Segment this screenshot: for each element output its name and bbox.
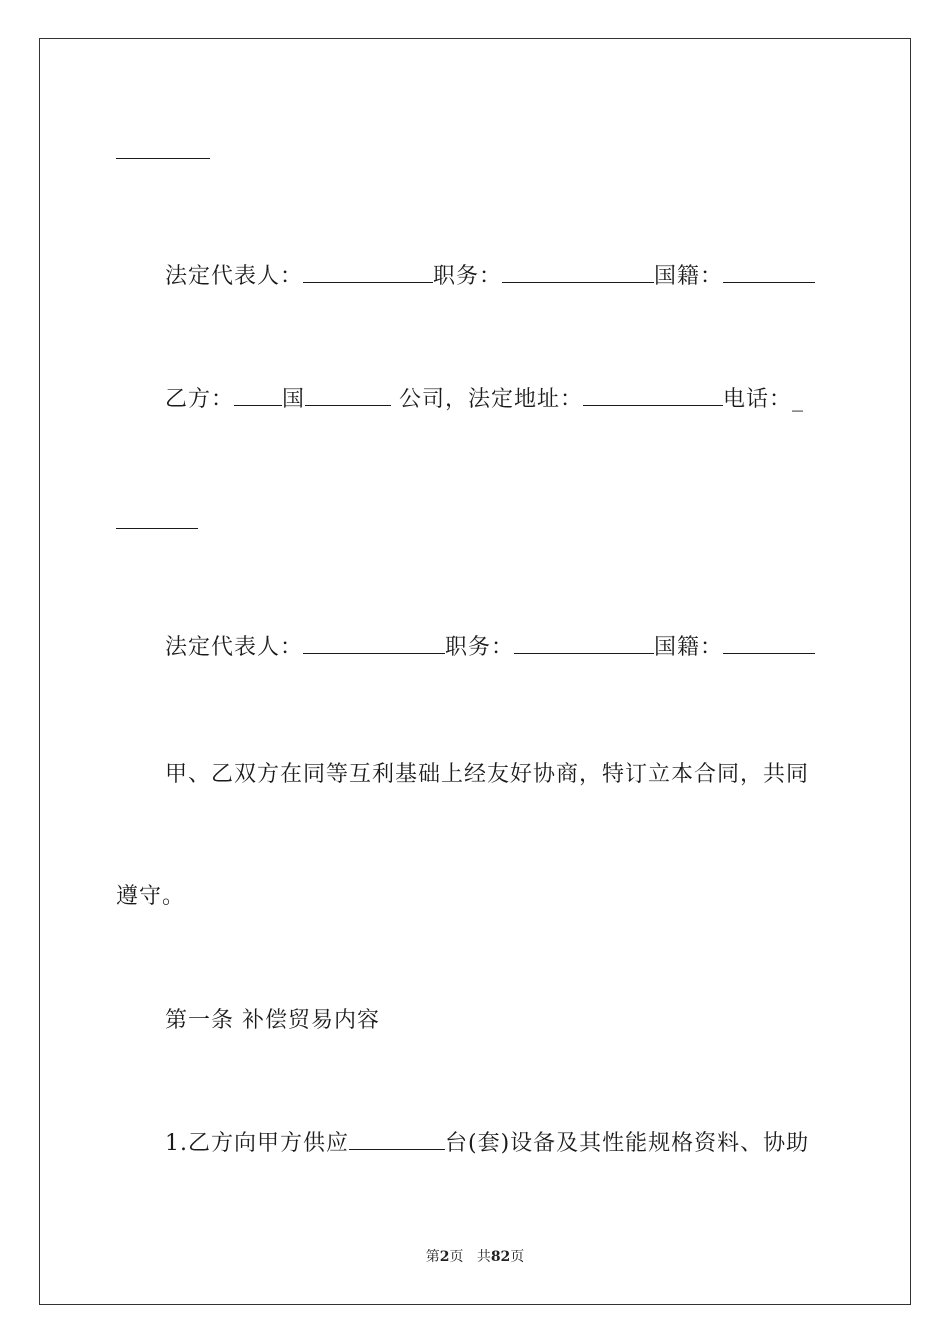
page-suffix: 页	[449, 1249, 464, 1265]
company-label: 公司，法定地址：	[391, 387, 584, 412]
country-blank[interactable]	[234, 387, 282, 406]
country-label: 国	[282, 387, 306, 412]
page-footer	[0, 1247, 950, 1267]
agreement-paragraph-line-2: 遵守。	[116, 884, 186, 909]
company-blank[interactable]	[305, 387, 391, 406]
blank-line-top	[116, 138, 210, 168]
position-blank[interactable]	[502, 264, 654, 283]
clause-1-line	[165, 1129, 809, 1159]
clause-1-suffix: 台(套)设备及其性能规格资料、协助	[445, 1131, 810, 1156]
quantity-blank[interactable]	[349, 1131, 445, 1150]
position-label: 职务：	[445, 635, 515, 660]
total-pages: 82	[490, 1249, 511, 1265]
party-b-label: 乙方：	[165, 387, 235, 412]
rep-blank[interactable]	[303, 264, 433, 283]
party-a-representative-line	[165, 262, 815, 292]
position-blank[interactable]	[514, 635, 654, 654]
party-b-line	[165, 385, 804, 415]
agreement-paragraph-line-1: 甲、乙双方在同等互利基础上经友好协商，特订立本合同，共同	[165, 762, 810, 787]
total-suffix: 页	[510, 1249, 525, 1265]
position-label: 职务：	[433, 264, 503, 289]
blank-line-phone-continued	[116, 508, 198, 538]
article-1-title: 第一条 补偿贸易内容	[165, 1008, 380, 1033]
nationality-label: 国籍：	[654, 635, 724, 660]
clause-1-prefix: 1.乙方向甲方供应	[165, 1131, 349, 1156]
fill-blank[interactable]	[116, 140, 210, 159]
nationality-label: 国籍：	[654, 264, 724, 289]
page-number: 2	[439, 1249, 450, 1265]
rep-blank[interactable]	[303, 635, 445, 654]
total-prefix: 共	[476, 1249, 491, 1265]
nationality-blank[interactable]	[723, 635, 815, 654]
page-border	[39, 38, 911, 1305]
phone-blank[interactable]	[116, 510, 198, 529]
address-blank[interactable]	[583, 387, 723, 406]
page-prefix: 第	[425, 1249, 440, 1265]
nationality-blank[interactable]	[723, 264, 815, 283]
rep-label: 法定代表人：	[165, 635, 304, 660]
party-b-representative-line	[165, 633, 815, 663]
rep-label: 法定代表人：	[165, 264, 304, 289]
phone-label: 电话：_	[723, 387, 805, 412]
